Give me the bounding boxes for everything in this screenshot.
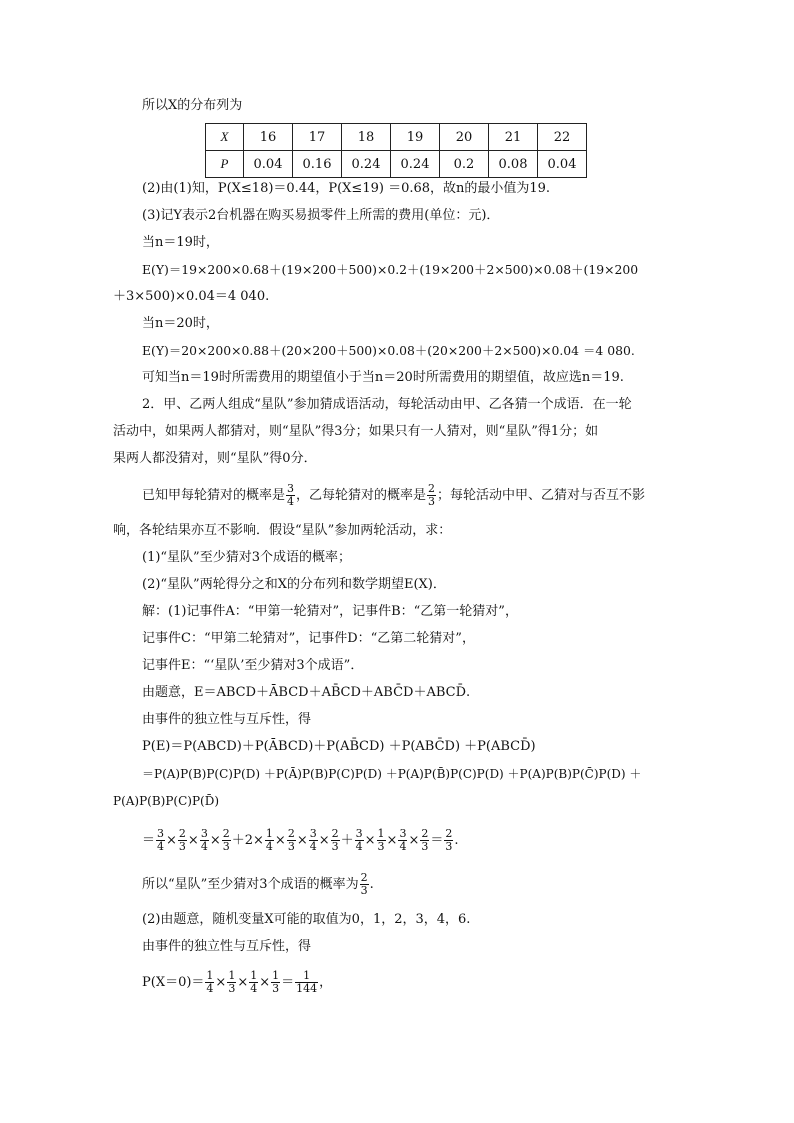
- fraction-denominator: 3: [331, 840, 339, 853]
- text-segment: ，乙每轮猜对的概率是: [296, 488, 427, 503]
- text-line: (3)记Y表示2台机器在购买易损零件上所需的费用(单位：元)．: [142, 208, 500, 223]
- table-cell: 0.2: [440, 151, 489, 178]
- fraction-denominator: 4: [355, 840, 363, 853]
- fraction-numerator: 2: [178, 827, 186, 840]
- table-row-p: [206, 151, 587, 178]
- fraction-denominator: 4: [250, 982, 258, 995]
- text-line: 记事件E：“‘星队’至少猜对3个成语”．: [142, 658, 364, 673]
- operator: ×: [187, 833, 199, 848]
- text-line: 由题意，E＝ABCD＋ĀBCD＋AB̄CD＋ABC̄D＋ABCD̄.: [142, 685, 471, 700]
- fraction-denominator: 3: [421, 840, 429, 853]
- fraction-denominator: 3: [222, 840, 230, 853]
- table-cell: 22: [538, 124, 587, 151]
- fraction-denominator: 4: [157, 840, 165, 853]
- fraction-denominator: 3: [272, 982, 280, 995]
- text-line: P(A)P(B)P(C)P(D̄): [113, 794, 220, 808]
- table-cell: 0.24: [342, 151, 391, 178]
- operator: ×: [408, 833, 420, 848]
- fraction-numerator: 2: [445, 827, 453, 840]
- fraction-numerator: 1: [228, 969, 236, 982]
- fraction: [444, 828, 453, 853]
- fraction-numerator: 1: [250, 969, 258, 982]
- fraction: [265, 828, 274, 853]
- table-cell: 0.08: [489, 151, 538, 178]
- fraction-numerator: 2: [428, 482, 436, 495]
- text-segment: ；每轮活动中甲、乙猜对与否互不影: [437, 488, 646, 503]
- text-line: 果两人都没猜对，则“星队”得0分．: [113, 451, 317, 466]
- fraction-denominator: 3: [228, 982, 236, 995]
- operator: ×: [209, 833, 221, 848]
- table-cell: 0.04: [538, 151, 587, 178]
- fraction-numerator: 2: [331, 827, 339, 840]
- operator: ×: [215, 975, 227, 990]
- fraction-numerator: 3: [200, 827, 208, 840]
- table-cell: 0.16: [293, 151, 342, 178]
- fraction-numerator: 3: [399, 827, 407, 840]
- fraction-numerator: 3: [157, 827, 165, 840]
- distribution-table: [205, 123, 587, 178]
- fraction: [287, 828, 296, 853]
- operator: ×: [318, 833, 330, 848]
- table-cell: 19: [391, 124, 440, 151]
- fraction: [222, 828, 231, 853]
- fraction-denominator: 3: [377, 840, 385, 853]
- operator: ＋2×: [231, 833, 264, 848]
- table-cell: P: [206, 151, 244, 178]
- fraction-denominator: 4: [287, 495, 295, 508]
- text-segment: 已知甲每轮猜对的概率是: [142, 488, 286, 503]
- text-line: ＝P(A)P(B)P(C)P(D) ＋P(Ā)P(B)P(C)P(D) ＋P(A)P(B̄)P(C)P(D) ＋P(A)P(B)P(C̄)P(D) ＋: [142, 767, 642, 781]
- operator: ×: [166, 833, 177, 848]
- fraction-denominator: 3: [287, 840, 295, 853]
- fraction: [249, 970, 258, 995]
- fraction: [178, 828, 187, 853]
- fraction: [420, 828, 429, 853]
- operator: .: [454, 833, 459, 848]
- fraction-numerator: 1: [265, 827, 273, 840]
- fraction: [227, 970, 236, 995]
- fraction: [295, 970, 318, 995]
- fraction-numerator: 2: [287, 827, 295, 840]
- text-line-with-fractions: [142, 481, 645, 511]
- table-cell: 21: [489, 124, 538, 151]
- operator: ＝: [281, 975, 295, 990]
- fraction-numerator: 2: [421, 827, 429, 840]
- text-line: E(Y)＝20×200×0.88＋(20×200＋500)×0.08＋(20×200＋2×500)×0.04 ＝4 080.: [142, 343, 635, 358]
- text-line: 记事件C：“甲第二轮猜对”，记事件D：“乙第二轮猜对”，: [142, 631, 475, 646]
- fraction-numerator: 3: [355, 827, 363, 840]
- fraction-denominator: 4: [309, 840, 317, 853]
- operator: ＝: [430, 833, 444, 848]
- intro-text: 所以X的分布列为: [142, 98, 243, 113]
- fraction-denominator: 3: [428, 495, 436, 508]
- table-row-x: [206, 124, 587, 151]
- fraction: [309, 828, 318, 853]
- fraction-denominator: 3: [178, 840, 186, 853]
- operator: ＝: [142, 833, 156, 848]
- operator: ×: [237, 975, 249, 990]
- fraction: [331, 828, 340, 853]
- fraction: [205, 970, 214, 995]
- operator: ×: [274, 833, 286, 848]
- fraction-numerator: 3: [287, 482, 295, 495]
- text-line: ＋3×500)×0.04＝4 040.: [113, 289, 270, 304]
- fraction: [200, 828, 209, 853]
- fraction: [286, 483, 295, 508]
- table-cell: 17: [293, 124, 342, 151]
- operator: ×: [296, 833, 308, 848]
- text-line: 解：(1)记事件A：“甲第一轮猜对”，记事件B：“乙第一轮猜对”，: [142, 604, 518, 619]
- table-cell: 0.24: [391, 151, 440, 178]
- operator: ×: [364, 833, 376, 848]
- text-line: P(E)＝P(ABCD)＋P(ĀBCD)＋P(AB̄CD) ＋P(ABC̄D) ＋P(ABCD̄): [142, 739, 536, 754]
- operator: P(X＝0)＝: [142, 975, 205, 990]
- text-line: 2．甲、乙两人组成“星队”参加猜成语活动，每轮活动由甲、乙各猜一个成语．在一轮: [142, 397, 632, 412]
- text-line: (2)由题意，随机变量X可能的取值为0，1，2，3，4，6.: [142, 912, 471, 927]
- fraction-numerator: 1: [377, 827, 385, 840]
- table-cell: 0.04: [244, 151, 293, 178]
- text-line: E(Y)＝19×200×0.68＋(19×200＋500)×0.2＋(19×200＋2×500)×0.08＋(19×200: [142, 262, 639, 277]
- table-cell: X: [206, 124, 244, 151]
- fraction-numerator: 2: [360, 871, 368, 884]
- operator: ×: [259, 975, 271, 990]
- text-line: 当n＝20时，: [142, 316, 219, 331]
- fraction-denominator: 3: [445, 840, 453, 853]
- fraction-denominator: 4: [265, 840, 273, 853]
- probability-calculation-line: [142, 826, 459, 856]
- fraction: [377, 828, 386, 853]
- text-line: 可知当n＝19时所需费用的期望值小于当n＝20时所需费用的期望值，故应选n＝19.: [142, 370, 624, 385]
- probability-calculation-line: [142, 968, 332, 998]
- fraction-denominator: 144: [296, 982, 318, 995]
- fraction-denominator: 4: [200, 840, 208, 853]
- fraction: [355, 828, 364, 853]
- fraction: [156, 828, 165, 853]
- operator: ，: [319, 975, 333, 990]
- fraction-numerator: 1: [206, 969, 214, 982]
- text-segment: 所以“星队”至少猜对3个成语的概率为: [142, 877, 359, 892]
- text-line: 当n＝19时，: [142, 235, 219, 250]
- fraction-numerator: 1: [272, 969, 280, 982]
- fraction: [398, 828, 407, 853]
- fraction-numerator: 2: [222, 827, 230, 840]
- text-line: (2)由(1)知，P(X≤18)＝0.44，P(X≤19) ＝0.68，故n的最小值为19.: [142, 181, 551, 196]
- fraction: [427, 483, 436, 508]
- text-line: 由事件的独立性与互斥性，得: [142, 712, 312, 727]
- fraction-denominator: 4: [399, 840, 407, 853]
- text-line: 由事件的独立性与互斥性，得: [142, 939, 312, 954]
- fraction: [360, 872, 369, 897]
- fraction-numerator: 1: [303, 969, 311, 982]
- text-line: 响，各轮结果亦互不影响．假设“星队”参加两轮活动，求：: [113, 523, 452, 538]
- fraction: [271, 970, 280, 995]
- operator: ＋: [340, 833, 354, 848]
- fraction-numerator: 3: [309, 827, 317, 840]
- operator: ×: [386, 833, 398, 848]
- table-cell: 20: [440, 124, 489, 151]
- text-segment: .: [369, 877, 374, 892]
- table-cell: 18: [342, 124, 391, 151]
- fraction-denominator: 3: [360, 884, 368, 897]
- text-line-with-fraction: [142, 870, 374, 900]
- fraction-denominator: 4: [206, 982, 214, 995]
- text-line: (1)“星队”至少猜对3个成语的概率；: [142, 550, 351, 565]
- text-line: (2)“星队”两轮得分之和X的分布列和数学期望E(X)．: [142, 577, 446, 592]
- text-line: 活动中，如果两人都猜对，则“星队”得3分；如果只有一人猜对，则“星队”得1分；如: [113, 424, 599, 439]
- table-cell: 16: [244, 124, 293, 151]
